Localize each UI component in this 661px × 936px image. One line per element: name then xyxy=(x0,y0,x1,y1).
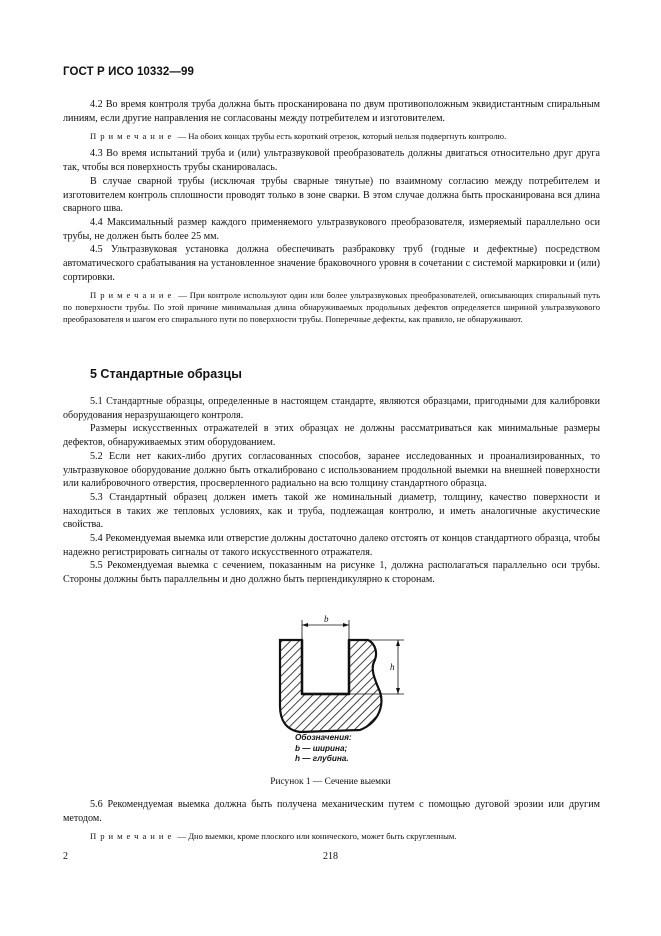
note-2-label: Примечание xyxy=(90,290,176,301)
figure-legend xyxy=(295,733,352,765)
paragraph-4-4: 4.4 Максимальный размер каждого применяемого ультразвукового преобразователя, измеряемый параллельно оси трубы, не должен быть более 25 мм. xyxy=(63,216,600,242)
legend-b: b — ширина; xyxy=(295,743,348,753)
paragraph-5-4: 5.4 Рекомендуемая выемка или отверстие должны достаточно далеко отстоять от концов стандартного образца, чтобы надежно регистрировать сигналы от такого искусственного отражателя. xyxy=(63,533,600,558)
paragraph-5-6: 5.6 Рекомендуемая выемка должна быть получена механическим путем с помощью дуговой эрозии или другим методом. xyxy=(63,799,600,824)
paragraph-5-6-block xyxy=(63,798,600,847)
paragraph-4-3: 4.3 Во время испытаний труба и (или) ультразвуковой преобразователь должны двигаться относительно друг друга так, чтобы вся поверхность трубы сканировалась. xyxy=(63,148,600,174)
paragraph-4-3-welded: В случае сварной трубы (исключая трубы сварные тянутые) по взаимному согласию между потребителем и изготовителем контроль сплошности проводят только в зоне сварки. В этом случае должна быть просканирована вся длина сварного шва. xyxy=(63,175,600,215)
note-1-text: — На обоих концах трубы есть короткий отрезок, который нельзя подвергнуть контролю. xyxy=(175,131,507,142)
dimension-b-label: b xyxy=(324,614,329,624)
document-header: ГОСТ Р ИСО 10332—99 xyxy=(63,66,195,78)
page-number-center: 218 xyxy=(323,851,338,862)
section-5-text xyxy=(63,395,600,587)
legend-h: h — глубина. xyxy=(295,754,349,763)
section-4-text xyxy=(63,98,600,330)
note-3-text: — Дно выемки, кроме плоского или конического, может быть скругленным. xyxy=(175,831,457,842)
dimension-h-label: h xyxy=(390,662,395,672)
note-3-label: Примечание xyxy=(90,831,176,842)
section-5-title: 5 Стандартные образцы xyxy=(90,367,242,381)
paragraph-5-5: 5.5 Рекомендуемая выемка с сечением, показанным на рисунке 1, должна располагаться параллельно оси трубы. Стороны должны быть параллельны и дно должно быть перпендикулярно к сторонам. xyxy=(63,560,600,586)
legend-title: Обозначения: xyxy=(295,733,352,742)
note-1 xyxy=(63,130,600,142)
specimen-cross-section xyxy=(280,640,381,732)
figure-caption: Рисунок 1 — Сечение выемки xyxy=(270,777,391,787)
note-2-text: — При контроле используют один или более ультразвуковых преобразователей, описывающих спиральный путь по поверхности трубы. По этой причине минимальная длина обнаруживаемых продольных дефектов определяется шириной ультразвукового преобразователя и шагом его спирального пути по поверхности трубы. Поперечные дефекты, как правило, не обнаруживают. xyxy=(63,290,600,325)
paragraph-4-2: 4.2 Во время контроля труба должна быть просканирована по двум противоположным эквидистантным спиральным линиям, если другие направления не согласованы между потребителем и изготовителем. xyxy=(63,99,600,124)
paragraph-5-2: 5.2 Если нет каких-либо других согласованных способов, заранее исследованных и проанализированных, то ультразвуковое оборудование должно быть откалибровано с использованием продольной выемки на внешней поверхности или калибровочного отверстия, просверленного радиально на всю толщину стандартного образца. xyxy=(63,450,600,490)
paragraph-4-5: 4.5 Ультразвуковая установка должна обеспечивать разбраковку труб (годные и дефектные) посредством автоматического срабатывания на установленное значение браковочного уровня в сочетании с системой маркировки и (или) сортировки. xyxy=(63,244,600,283)
paragraph-5-3: 5.3 Стандартный образец должен иметь такой же номинальный диаметр, толщину, качество поверхности и находиться в таких же тепловых условиях, как и труба, подлежащая контролю, и иметь аналогичные акустические свойства. xyxy=(63,491,600,531)
paragraph-5-1: 5.1 Стандартные образцы, определенные в настоящем стандарте, являются образцами, пригодными для калибровки оборудования неразрушающего контроля. xyxy=(63,396,600,421)
note-3 xyxy=(63,830,600,842)
note-1-label: Примечание xyxy=(90,131,176,142)
note-2 xyxy=(63,289,600,325)
paragraph-5-1-reflectors: Размеры искусственных отражателей в этих образцах не должны рассматриваться как минимальные размеры дефектов, обнаруживаемых этим оборудованием. xyxy=(63,423,600,449)
page-number-left: 2 xyxy=(63,851,68,862)
